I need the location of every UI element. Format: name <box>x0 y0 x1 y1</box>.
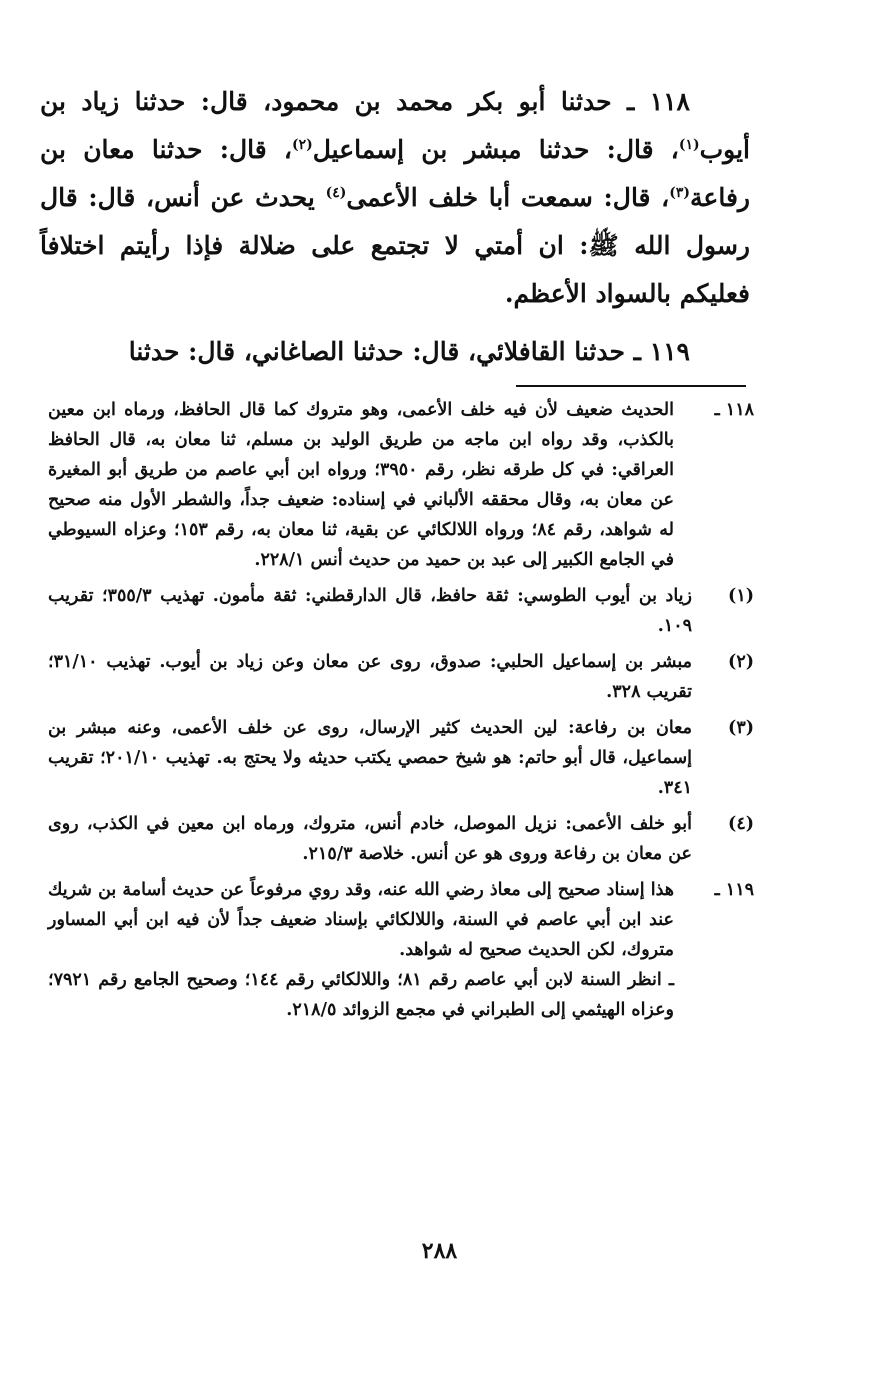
note-number: ١١٨ ـ <box>714 400 754 420</box>
hadith-119 <box>40 328 750 376</box>
footnote-ref-3: (٣) <box>669 185 691 201</box>
hadith-118-text-5: يحدث عن أنس، قال: قال رسول الله ﷺ: ان أمتي لا تجتمع على ضلالة فإذا رأيتم اختلافاً فعليكم بالسواد الأعظم. <box>40 183 750 308</box>
note-body <box>48 809 692 869</box>
hadith-118 <box>40 78 750 318</box>
note-118 <box>48 395 754 575</box>
hadith-118-text-2: ، قال: حدثنا مبشر بن إسماعيل <box>312 135 679 164</box>
main-text <box>40 78 750 376</box>
note-text: أبو خلف الأعمى: نزيل الموصل، خادم أنس، متروك، ورماه ابن معين في الكذب، روى عن معان بن رفاعة وروى هو عن أنس. خلاصة ٢١٥/٣. <box>48 814 692 864</box>
note-text: معان بن رفاعة: لين الحديث كثير الإرسال، روى عن خلف الأعمى، وعنه مبشر بن إسماعيل، قال أبو حاتم: هو شيخ حمصي يكتب حديثه ولا يحتج به. تهذيب ٢٠١/١٠؛ تقريب ٣٤١. <box>48 718 693 798</box>
hadith-119-text: حدثنا القافلائي، قال: حدثنا الصاغاني، قال: حدثنا <box>128 337 634 366</box>
note-number: (٣) <box>728 718 754 738</box>
note-body <box>48 647 692 707</box>
note-text: زياد بن أيوب الطوسي: ثقة حافظ، قال الدارقطني: ثقة مأمون. تهذيب ٣٥٥/٣؛ تقريب ١٠٩. <box>48 586 693 636</box>
note-body <box>48 713 692 803</box>
footnote-separator <box>516 385 746 387</box>
note-text: الحديث ضعيف لأن فيه خلف الأعمى، وهو متروك كما قال الحافظ، ورماه ابن معين بالكذب، وقد رواه ابن ماجه من طريق الوليد بن مسلم، ثنا معان به، قال الحافظ العراقي: في كل طرقه نظر، رقم ٣٩٥٠؛ ورواه ابن أبي عاصم من طريق أبو المغيرة عن معان به، وقال محققه الألباني في إسناده: ضعيف جداً، والشطر الأول منه صحيح له شواهد، رقم ٨٤؛ ورواه اللالكائي عن بقية، ثنا معان به، رقم ١٥٣؛ وعزاه السيوطي في الجامع الكبير إلى عبد بن حميد من حديث أنس ٢٢٨/١. <box>48 400 675 570</box>
footnote-3 <box>48 713 754 803</box>
footnote-1 <box>48 581 754 641</box>
hadith-118-text-4: ، قال: سمعت أبا خلف الأعمى <box>346 183 670 212</box>
hadith-118-text-3: ، قال: حدثنا معان بن رفاعة <box>40 135 750 212</box>
footnote-2 <box>48 647 754 707</box>
hadith-119-number: ١١٩ ـ <box>633 337 690 366</box>
note-body <box>48 395 674 575</box>
note-119 <box>48 875 754 1025</box>
note-text: مبشر بن إسماعيل الحلبي: صدوق، روى عن معان وعن زياد بن أيوب. تهذيب ٣١/١٠؛ تقريب ٣٢٨. <box>48 652 692 702</box>
note-body <box>48 875 674 1025</box>
note-number: ١١٩ ـ <box>714 880 754 900</box>
page-number: ٢٨٨ <box>421 1238 458 1264</box>
note-number: (١) <box>728 586 754 606</box>
note-text: ـ انظر السنة لابن أبي عاصم رقم ٨١؛ واللالكائي رقم ١٤٤؛ وصحيح الجامع رقم ٧٩٢١؛ وعزاه الهيثمي إلى الطبراني في مجمع الزوائد ٢١٨/٥. <box>48 970 674 1020</box>
footnotes <box>48 395 754 1031</box>
note-number: (٢) <box>728 652 754 672</box>
hadith-118-text-1: حدثنا أبو بكر محمد بن محمود، قال: حدثنا زياد بن أيوب <box>40 87 750 164</box>
note-number: (٤) <box>728 814 754 834</box>
footnote-4 <box>48 809 754 869</box>
footnote-ref-4: (٤) <box>325 185 347 201</box>
note-text: هذا إسناد صحيح إلى معاذ رضي الله عنه، وقد روي مرفوعاً عن حديث أسامة بن شريك عند ابن أبي عاصم في السنة، واللالكائي بإسناد ضعيف جداً لأن فيه ابن أبي المساور متروك، لكن الحديث صحيح له شواهد. <box>48 880 674 960</box>
hadith-118-number: ١١٨ ـ <box>626 87 690 116</box>
footnote-ref-1: (١) <box>678 137 700 153</box>
footnote-ref-2: (٢) <box>291 137 313 153</box>
note-body <box>48 581 692 641</box>
